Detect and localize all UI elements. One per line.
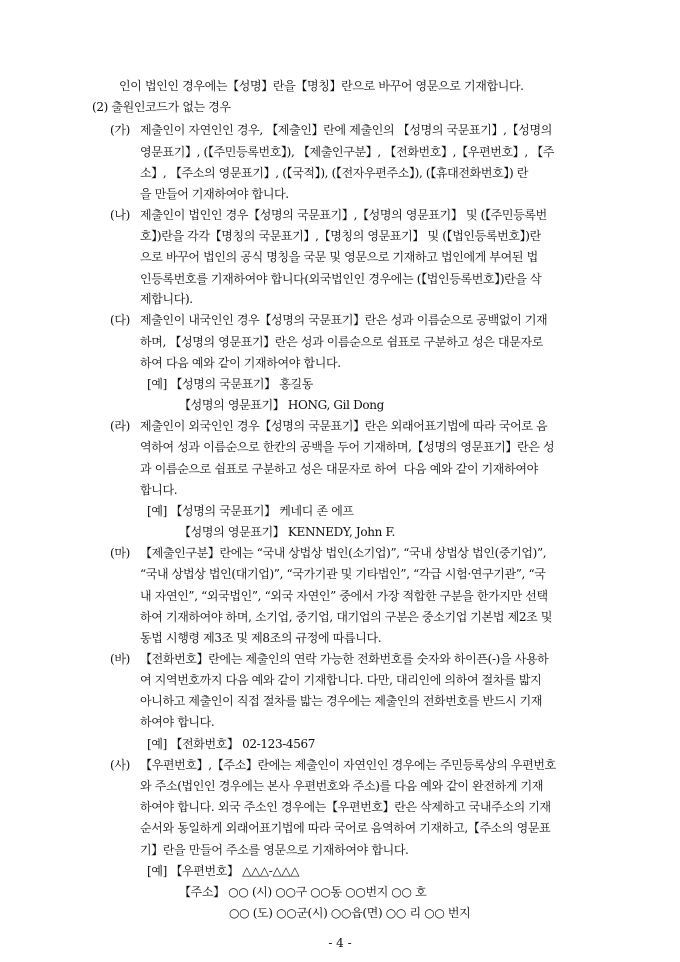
- item-line: 과 이름순으로 쉼표로 구분하고 성은 대문자로 하여 다음 예와 같이 기재하여야: [140, 462, 538, 476]
- item-line: 하며, 【성명의 영문표기】란은 성과 이름순으로 쉼표로 구분하고 성은 대문자로: [140, 335, 543, 349]
- page-number: - 4 -: [328, 936, 352, 950]
- item-line: 호】)란을 각각【명칭의 국문표기】,【명칭의 영문표기】 및 (【법인등록번호】)란: [140, 229, 541, 243]
- example-line: [예] 【전화번호】 02-123-4567: [147, 737, 316, 751]
- example-line: [예] 【우편번호】 △△△-△△△: [147, 864, 300, 878]
- example-line: [예] 【성명의 국문표기】 케네디 존 에프: [147, 504, 354, 518]
- item-mark: (사): [110, 758, 131, 772]
- item-line: 동법 시행령 제3조 및 제8조의 규정에 따릅니다.: [140, 631, 382, 645]
- intro-line: 인이 법인인 경우에는【성명】란을【명칭】란으로 바꾸어 영문으로 기재합니다.: [119, 79, 524, 93]
- example-line: 【성명의 영문표기】 HONG, Gil Dong: [179, 398, 384, 412]
- item-line: 여 지역번호까지 다음 예와 같이 기재합니다. 다만, 대리인에 의하여 절차를 밟지: [140, 673, 542, 687]
- item-line: 기】란을 만들어 주소를 영문으로 기재하여야 합니다.: [140, 843, 409, 857]
- example-line: 【주소】 ○○ (시) ○○구 ○○동 ○○번지 ○○ 호: [179, 885, 427, 899]
- example-line: 【성명의 영문표기】 KENNEDY, John F.: [179, 525, 396, 539]
- example-line: [예] 【성명의 국문표기】 홍길동: [147, 377, 314, 391]
- item-line: 내 자연인”, “외국법인”, “외국 자연인” 중에서 가장 적합한 구분을 한가지만 선택: [140, 589, 548, 603]
- example-line: ○○ (도) ○○군(시) ○○읍(면) ○○ 리 ○○ 번지: [229, 906, 471, 920]
- item-line: 합니다.: [140, 483, 178, 497]
- item-line: 제출인이 내국인인 경우【성명의 국문표기】란은 성과 이름순으로 공백없이 기재: [140, 313, 548, 327]
- item-mark: (나): [110, 208, 131, 222]
- item-line: 순서와 동일하게 외래어표기법에 따라 국어로 음역하여 기재하고,【주소의 영문표: [140, 821, 551, 835]
- item-mark: (다): [110, 313, 131, 327]
- item-mark: (라): [110, 419, 131, 433]
- item-line: “국내 상법상 법인(대기업)”, “국가기관 및 기타법인”, “각급 시험·연구기관”, “국: [140, 567, 546, 581]
- item-line: 하여야 합니다. 외국 주소인 경우에는【우편번호】란은 삭제하고 국내주소의 기재: [140, 800, 551, 814]
- item-line: 하여야 합니다.: [140, 715, 215, 729]
- item-line: 영문표기】, (【주민등록번호】), 【제출인구분】, 【전화번호】,【우편번호】, 【주: [140, 145, 555, 159]
- item-line: 제출인이 외국인인 경우【성명의 국문표기】란은 외래어표기법에 따라 국어로 음: [140, 419, 548, 433]
- item-line: 아니하고 제출인이 직접 절차를 밟는 경우에는 제출인의 전화번호를 반드시 기재: [140, 694, 543, 708]
- item-mark: (가): [110, 123, 131, 137]
- item-line: 와 주소(법인인 경우에는 본사 우편번호와 주소)를 다음 예와 같이 완전하게 기재: [140, 779, 544, 793]
- item-line: 제출인이 자연인인 경우, 【제출인】란에 제출인의 【성명의 국문표기】,【성명의: [140, 123, 552, 137]
- item-line: 을 만들어 기재하여야 합니다.: [140, 187, 289, 201]
- item-line: 제합니다).: [140, 292, 193, 306]
- item-line: 으로 바꾸어 법인의 공식 명칭을 국문 및 영문으로 기재하고 법인에게 부여된 법: [140, 250, 538, 264]
- item-line: 【우편번호】,【주소】란에는 제출인이 자연인인 경우에는 주민등록상의 우편번호: [140, 758, 556, 772]
- item-mark: (바): [110, 652, 131, 666]
- item-line: 【제출인구분】란에는 “국내 상법상 법인(소기업)”, “국내 상법상 법인(중기업)”,: [140, 546, 547, 560]
- item-line: 【전화번호】란에는 제출인의 연락 가능한 전화번호를 숫자와 하이픈(-)을 사용하: [140, 652, 549, 666]
- item-line: 소】, 【주소의 영문표기】, (【국적】), (【전자우편주소】), (【휴대전화번호】) 란: [140, 166, 529, 180]
- item-line: 하여 기재하여야 하며, 소기업, 중기업, 대기업의 구분은 중소기업 기본법 제2조 및: [140, 610, 553, 624]
- item-line: 하여 다음 예와 같이 기재하여야 합니다.: [140, 356, 341, 370]
- item-line: 제출인이 법인인 경우【성명의 국문표기】,【성명의 영문표기】 및 (【주민등록번: [140, 208, 547, 222]
- item-line: 인등록번호를 기재하여야 합니다(외국법인인 경우에는 (【법인등록번호】)란을 삭: [140, 272, 542, 286]
- item-mark: (마): [110, 546, 131, 560]
- item-line: 역하여 성과 이름순으로 한칸의 공백을 두어 기재하며,【성명의 영문표기】란은 성: [140, 440, 555, 454]
- section-2-heading: (2) 출원인코드가 없는 경우: [92, 100, 231, 114]
